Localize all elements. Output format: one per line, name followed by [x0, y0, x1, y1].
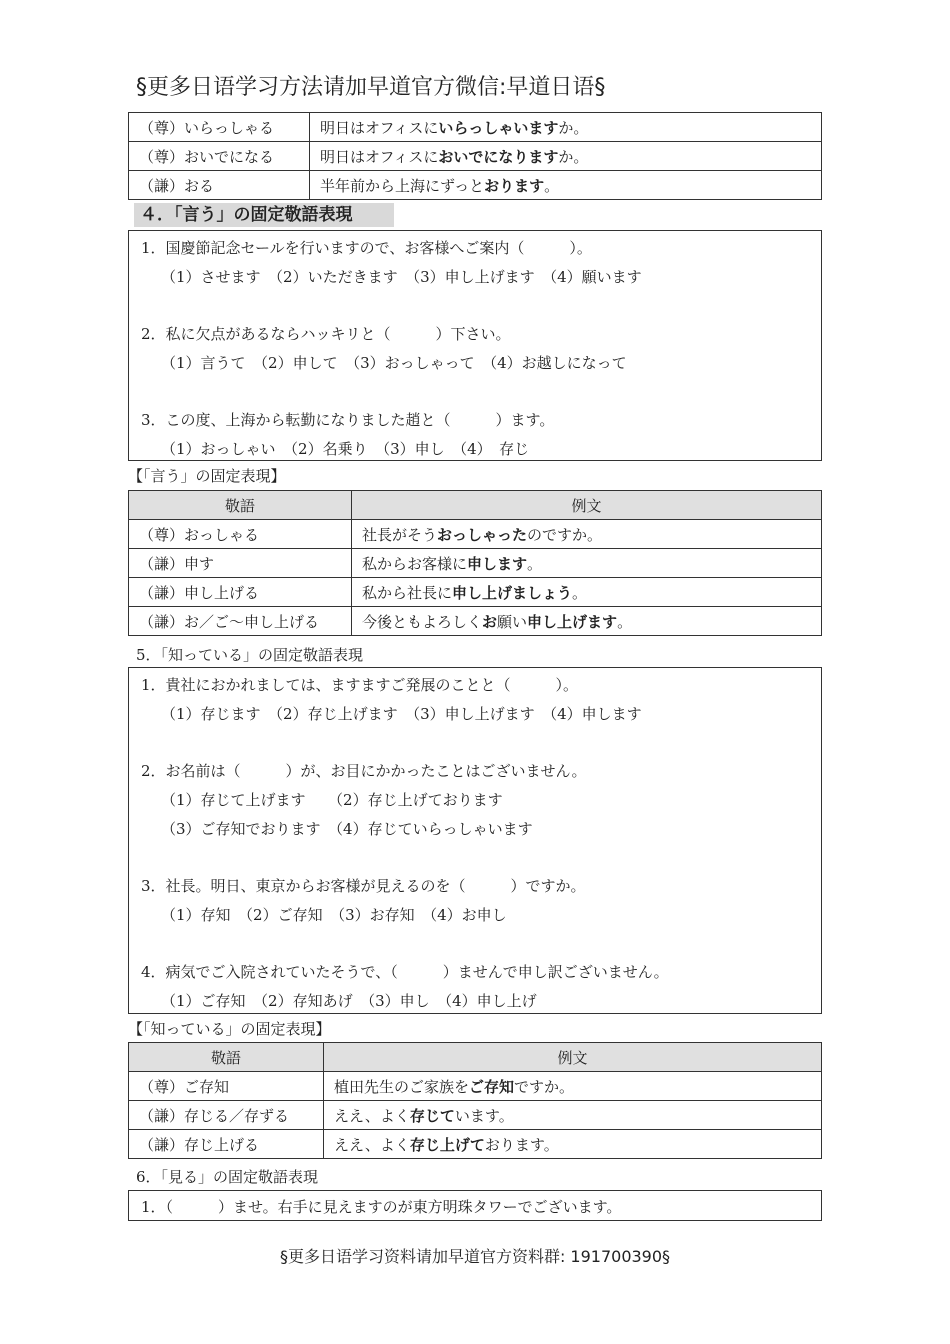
table-row: [129, 113, 822, 142]
table-row: [129, 520, 822, 549]
example-cell: ええ、よく存じています。: [324, 1101, 822, 1130]
shitteiru-fixed-title: 【「知っている」の固定表現】: [128, 1020, 331, 1038]
section-5-title: 5．「知っている」の固定敬語表現: [136, 646, 364, 664]
column-header-example: 例文: [352, 491, 822, 520]
question-1-options: （1）させます （2）いただきます （3）申し上げます （4）願います: [161, 268, 642, 286]
question-2-options: （1）言うて （2）申して （3）おっしゃって （4）お越しになって: [161, 354, 627, 372]
table-row: [129, 607, 822, 636]
question-1: 1．国慶節記念セールを行いますので、お客様へご案内（ ）。: [141, 239, 592, 257]
example-cell: 私から社長に申し上げましょう。: [352, 578, 822, 607]
example-cell: 半年前から上海にずっとおります。: [310, 171, 822, 200]
table-row: [129, 549, 822, 578]
example-cell: 私からお客様に申します。: [352, 549, 822, 578]
example-cell: ええ、よく存じ上げております。: [324, 1130, 822, 1159]
example-cell: 植田先生のご家族をご存知ですか。: [324, 1072, 822, 1101]
shitteiru-keigo-table: [128, 1042, 822, 1159]
keigo-cell: （尊）ご存知: [129, 1072, 324, 1101]
question-2: 2．お名前は（ ）が、お目にかかったことはございません。: [141, 762, 587, 780]
keigo-cell: （謙）お／ご～申し上げる: [129, 607, 352, 636]
section-6-title: 6．「見る」の固定敬語表現: [136, 1168, 319, 1186]
table-row: [129, 1130, 822, 1159]
question-1: 1．貴社におかれましては、ますますご発展のことと（ ）。: [141, 676, 579, 694]
table-header-row: [129, 491, 822, 520]
table-row: [129, 142, 822, 171]
page-footer: §更多日语学习资料请加早道官方资料群: 191700390§: [279, 1247, 671, 1266]
table-row: [129, 1072, 822, 1101]
section-4-title: ４．「言う」の固定敬語表現: [134, 203, 394, 227]
keigo-cell: （謙）申し上げる: [129, 578, 352, 607]
table-row: [129, 578, 822, 607]
question-3-options: （1）存知 （2）ご存知 （3）お存知 （4）お申し: [161, 906, 507, 924]
question-3: 3．この度、上海から転勤になりました趙と（ ）ます。: [141, 411, 555, 429]
table-row: [129, 1101, 822, 1130]
column-header-keigo: 敬語: [129, 491, 352, 520]
example-cell: 今後ともよろしくお願い申し上げます。: [352, 607, 822, 636]
iu-keigo-table: [128, 490, 822, 636]
question-3-options: （1）おっしゃい （2）名乗り （3）申し （4） 存じ: [161, 440, 530, 458]
keigo-cell: （謙）存じる／存ずる: [129, 1101, 324, 1130]
iu-fixed-title: 【「言う」の固定表現】: [128, 467, 286, 485]
example-cell: 明日はオフィスにおいでになりますか。: [310, 142, 822, 171]
question-2-options-b: （3）ご存知でおります （4）存じていらっしゃいます: [161, 820, 533, 838]
example-cell: 社長がそうおっしゃったのですか。: [352, 520, 822, 549]
question-4: 4．病気でご入院されていたそうで、（ ）ませんで申し訳ございません。: [141, 963, 669, 981]
question-3: 3．社長。明日、東京からお客様が見えるのを（ ）ですか。: [141, 877, 586, 895]
question-1-options: （1）存じます （2）存じ上げます （3）申し上げます （4）申します: [161, 705, 642, 723]
question-2: 2．私に欠点があるならハッキリと（ ）下さい。: [141, 325, 511, 343]
column-header-example: 例文: [324, 1043, 822, 1072]
question-2-options-a: （1）存じて上げます （2）存じ上げております: [161, 791, 503, 809]
section-5-questions: [128, 667, 822, 1014]
section-4-questions: [128, 230, 822, 461]
keigo-cell: （尊）おいでになる: [129, 142, 310, 171]
keigo-cell: （尊）おっしゃる: [129, 520, 352, 549]
column-header-keigo: 敬語: [129, 1043, 324, 1072]
keigo-cell: （謙）申す: [129, 549, 352, 578]
section-6-questions: [128, 1190, 822, 1221]
question-4-options: （1）ご存知 （2）存知あげ （3）申し （4）申し上げ: [161, 992, 537, 1010]
iru-keigo-table: [128, 112, 822, 200]
keigo-cell: （謙）おる: [129, 171, 310, 200]
keigo-cell: （謙）存じ上げる: [129, 1130, 324, 1159]
page-header: §更多日语学习方法请加早道官方微信:早道日语§: [136, 75, 606, 100]
example-cell: 明日はオフィスにいらっしゃいますか。: [310, 113, 822, 142]
question-1: 1．（ ）ませ。右手に見えますのが東方明珠タワーでございます。: [141, 1198, 622, 1216]
table-header-row: [129, 1043, 822, 1072]
keigo-cell: （尊）いらっしゃる: [129, 113, 310, 142]
table-row: [129, 171, 822, 200]
